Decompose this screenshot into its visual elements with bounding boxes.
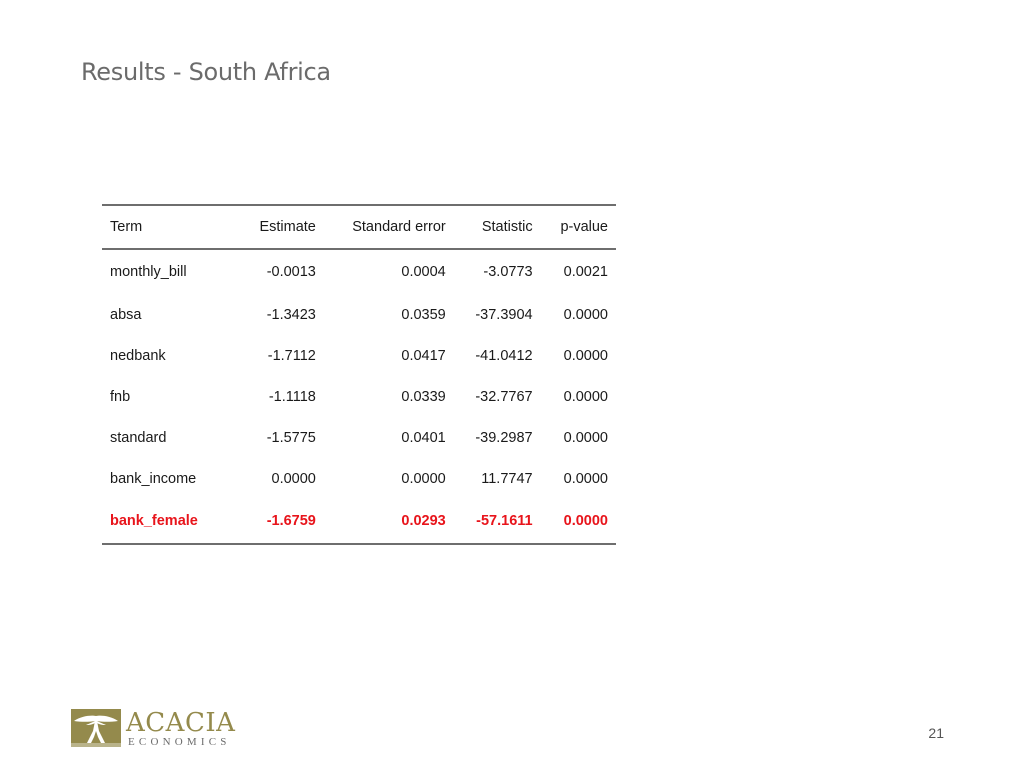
cell-estimate: -0.0013: [266, 264, 316, 280]
header-term: Term: [110, 219, 143, 235]
slide-title: Results - South Africa: [81, 58, 331, 86]
cell-statistic: -41.0412: [475, 347, 533, 364]
table-body: [102, 249, 616, 544]
logo-wordmark: ACACIA: [126, 708, 236, 738]
cell-standard-error: 0.0004: [401, 264, 446, 280]
cell-term: fnb: [110, 388, 131, 405]
cell-standard-error: 0.0359: [401, 306, 446, 323]
logo-subtitle: ECONOMICS: [128, 736, 231, 748]
cell-term: standard: [110, 429, 167, 446]
header-p-value: p-value: [560, 219, 608, 235]
cell-statistic: -32.7767: [475, 388, 533, 405]
cell-p-value: 0.0000: [563, 470, 608, 487]
table-header: [102, 205, 616, 249]
cell-estimate: -1.7112: [267, 347, 316, 364]
table-row: [102, 458, 616, 499]
regression-results-table: [102, 204, 616, 545]
cell-statistic: -3.0773: [483, 264, 533, 280]
cell-p-value: 0.0000: [563, 388, 608, 405]
cell-standard-error: 0.0293: [401, 513, 446, 529]
header-standard-error: Standard error: [352, 219, 446, 235]
cell-term: bank_female: [110, 513, 198, 529]
cell-estimate: -1.6759: [266, 513, 316, 529]
cell-p-value: 0.0000: [563, 513, 608, 529]
cell-statistic: 11.7747: [481, 470, 533, 487]
cell-estimate: -1.5775: [266, 429, 316, 446]
cell-statistic: -37.3904: [475, 306, 533, 323]
table-row: [102, 335, 616, 376]
table-row: [102, 417, 616, 458]
cell-standard-error: 0.0000: [401, 470, 446, 487]
cell-p-value: 0.0000: [563, 306, 608, 323]
cell-statistic: -39.2987: [475, 429, 533, 446]
header-estimate: Estimate: [259, 219, 316, 235]
cell-term: absa: [110, 306, 142, 323]
cell-term: bank_income: [110, 470, 197, 487]
table-row: [102, 294, 616, 335]
cell-p-value: 0.0021: [563, 264, 608, 280]
page-number: 21: [928, 725, 944, 741]
cell-standard-error: 0.0339: [401, 388, 446, 405]
cell-estimate: 0.0000: [271, 470, 316, 487]
cell-p-value: 0.0000: [563, 429, 608, 446]
cell-estimate: -1.1118: [268, 388, 316, 405]
cell-p-value: 0.0000: [563, 347, 608, 364]
cell-standard-error: 0.0417: [401, 347, 446, 364]
cell-statistic: -57.1611: [476, 513, 533, 529]
table-row: [102, 249, 616, 294]
acacia-tree-icon: [71, 709, 121, 747]
header-statistic: Statistic: [481, 219, 533, 235]
cell-estimate: -1.3423: [266, 306, 316, 323]
acacia-economics-logo: [71, 709, 239, 749]
table-row-highlighted: [102, 499, 616, 544]
cell-standard-error: 0.0401: [401, 429, 446, 446]
header-row: [102, 205, 616, 249]
cell-term: monthly_bill: [110, 264, 187, 280]
cell-term: nedbank: [110, 347, 166, 364]
table-row: [102, 376, 616, 417]
